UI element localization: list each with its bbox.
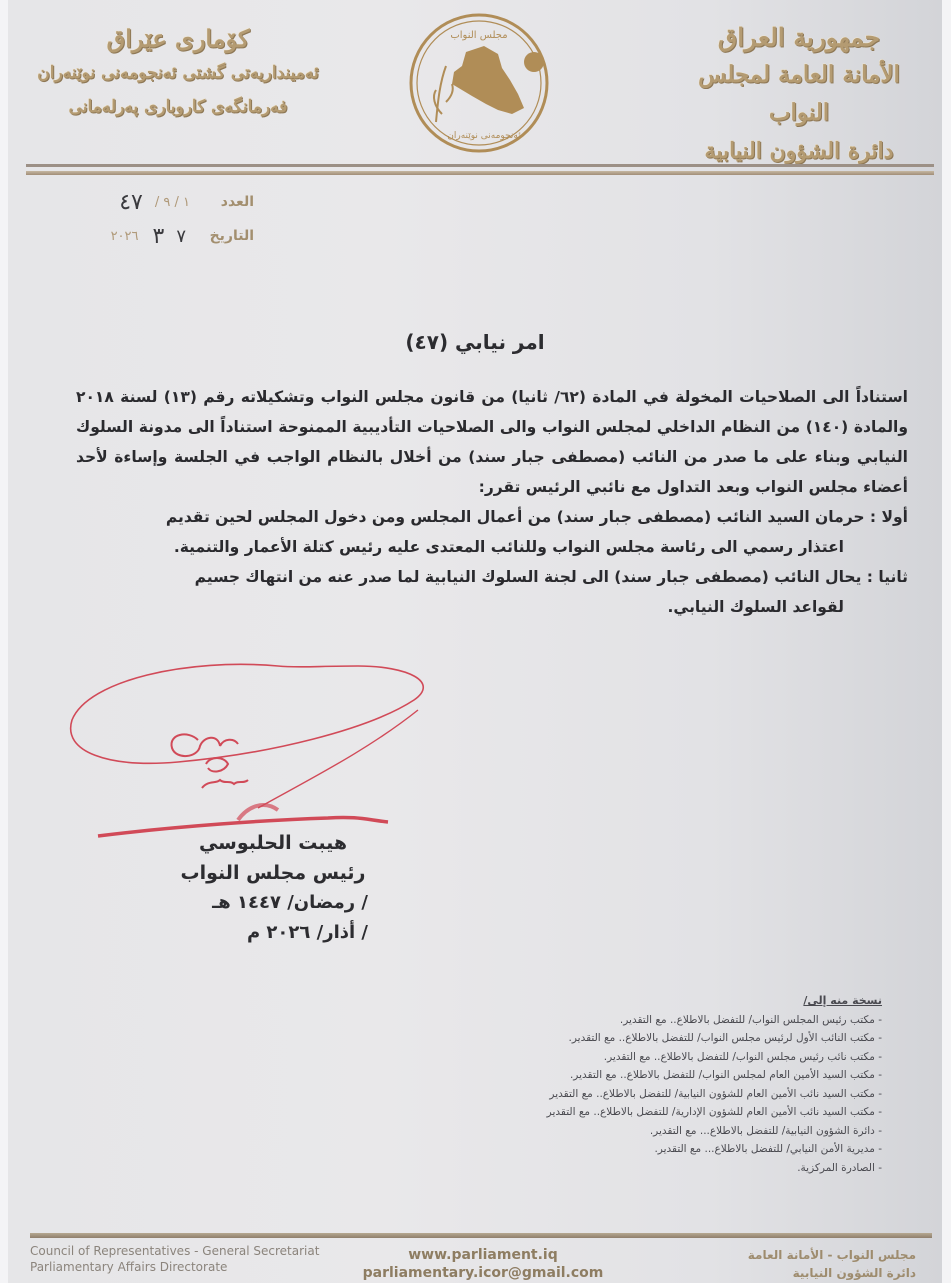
footer-arabic-line1: مجلس النواب - الأمانة العامة: [747, 1248, 916, 1262]
reference-date-month: ٣: [152, 223, 165, 249]
reference-number-handwritten: ٤٧: [119, 189, 143, 215]
copies-item: - مكتب السيد الأمين العام لمجلس النواب/ للتفضل بالاطلاع.. مع التقدير.: [522, 1066, 882, 1085]
body-item-2-line-1: ثانيا : يحال النائب (مصطفى جبار سند) الى لجنة السلوك النيابية لما صدر عنه من انتهاك جسيم: [194, 568, 908, 586]
copies-item: - مكتب رئيس المجلس النواب/ للتفضل بالاطلاع.. مع التقدير.: [522, 1011, 882, 1030]
copies-title: نسخة منه إلى/: [803, 994, 882, 1007]
copies-item: - مكتب السيد نائب الأمين العام للشؤون الإدارية/ للتفضل بالاطلاع.. مع التقدير: [522, 1103, 882, 1122]
copies-item: - مكتب نائب رئيس مجلس النواب/ للتفضل بالاطلاع.. مع التقدير.: [522, 1048, 882, 1067]
footer-english: [30, 1243, 319, 1275]
footer-contact: [348, 1246, 618, 1282]
copies-item: - دائرة الشؤون النيابية/ للتفضل بالاطلاع... مع التقدير.: [522, 1122, 882, 1141]
signatory-name: هيبت الحلبوسي: [198, 832, 348, 854]
reference-date-label: التاريخ: [209, 228, 254, 244]
signature-gregorian-date: / أذار/ ٢٠٢٦ م: [246, 922, 368, 943]
footer-arabic-line2: دائرة الشؤون النيابية: [792, 1266, 916, 1280]
reference-date-year: ٢٠٢٦: [110, 228, 139, 244]
copies-item: - مكتب النائب الأول لرئيس مجلس النواب/ للتفضل بالاطلاع.. مع التقدير.: [522, 1029, 882, 1048]
footer-email-link[interactable]: parliamentary.icor@gmail.com: [362, 1265, 604, 1281]
document-page: [8, 0, 942, 1283]
copies-item: - مديرية الأمن النيابي/ للتفضل بالاطلاع... مع التقدير.: [522, 1140, 882, 1159]
header-arabic-line2: الأمانة العامة لمجلس النواب: [698, 61, 900, 126]
reference-date-row: [44, 219, 254, 253]
copies-item: - مكتب السيد نائب الأمين العام للشؤون النيابية/ للتفضل بالاطلاع.. مع التقدير: [522, 1085, 882, 1104]
footer-divider: [30, 1233, 932, 1238]
header-arabic-line1: جمهورية العراق: [717, 23, 881, 52]
header-kurdish-line3: فەرمانگەی کاروباری پەرلەمانی: [68, 97, 288, 117]
reference-number-label: العدد: [220, 194, 254, 210]
reference-number-printed: ١ / ٩ /: [154, 194, 190, 210]
body-item-1-line-1: أولا : حرمان السيد النائب (مصطفى جبار سند) من أعمال المجلس ومن دخول المجلس لحين تقديم: [165, 508, 908, 526]
signature-block: [158, 828, 388, 948]
document-title: امر نيابي (٤٧): [405, 330, 545, 354]
footer-english-line2: Parliamentary Affairs Directorate: [30, 1260, 228, 1274]
reference-number-row: [44, 185, 254, 219]
footer-website-link[interactable]: www.parliament.iq: [408, 1247, 558, 1263]
signature-hijri-date: / رمضان/ ١٤٤٧ هـ: [212, 892, 368, 913]
copies-item: - الصادرة المركزية.: [522, 1159, 882, 1178]
footer-english-line1: Council of Representatives - General Secretariat: [30, 1244, 320, 1258]
header-arabic: [674, 20, 924, 170]
copies-list: [522, 992, 882, 1177]
reference-block: [44, 185, 254, 253]
header-arabic-line3: دائرة الشؤون النيابية: [704, 138, 894, 164]
signatory-position: رئيس مجلس النواب: [180, 862, 366, 884]
reference-date-day: ٧: [176, 225, 186, 247]
body-preamble: استناداً الى الصلاحيات المخولة في المادة (٦٢/ ثانيا) من قانون مجلس النواب وتشكيلاته رقم (١٣) لسنة ٢٠١٨ والمادة (١٤٠) من النظام الداخلي لمجلس النواب والى الصلاحيات التأديبية الممنوحة استناداً الى مدونة السلوك النيابي وبناء على ما صدر من النائب (مصطفى جبار سند) من أخلال بالنظام الواجب في الجلسة وإساءة لأحد أعضاء مجلس النواب وبعد التداول مع نائبي الرئيس تقرر:: [76, 388, 908, 496]
header-kurdish-line1: کۆماری عێراق: [106, 24, 250, 53]
header-kurdish: [28, 22, 328, 124]
body-item-2-line-2: لقواعد السلوك النيابي.: [667, 598, 844, 616]
document-body: [76, 382, 908, 622]
svg-text:مجلس النواب: مجلس النواب: [450, 30, 508, 41]
parliament-emblem-icon: [406, 10, 552, 156]
header-divider: [26, 164, 934, 176]
body-item-1-line-2: اعتذار رسمي الى رئاسة مجلس النواب وللنائب المعتدى عليه رئيس كتلة الأعمار والتنمية.: [173, 538, 844, 556]
svg-text:ئەنجومەنی نوێنەران: ئەنجومەنی نوێنەران: [447, 131, 521, 141]
header-kurdish-line2: ئەمینداریەتی گشتی ئەنجومەنی نوێنەران: [37, 63, 319, 83]
footer-arabic: [716, 1246, 916, 1282]
